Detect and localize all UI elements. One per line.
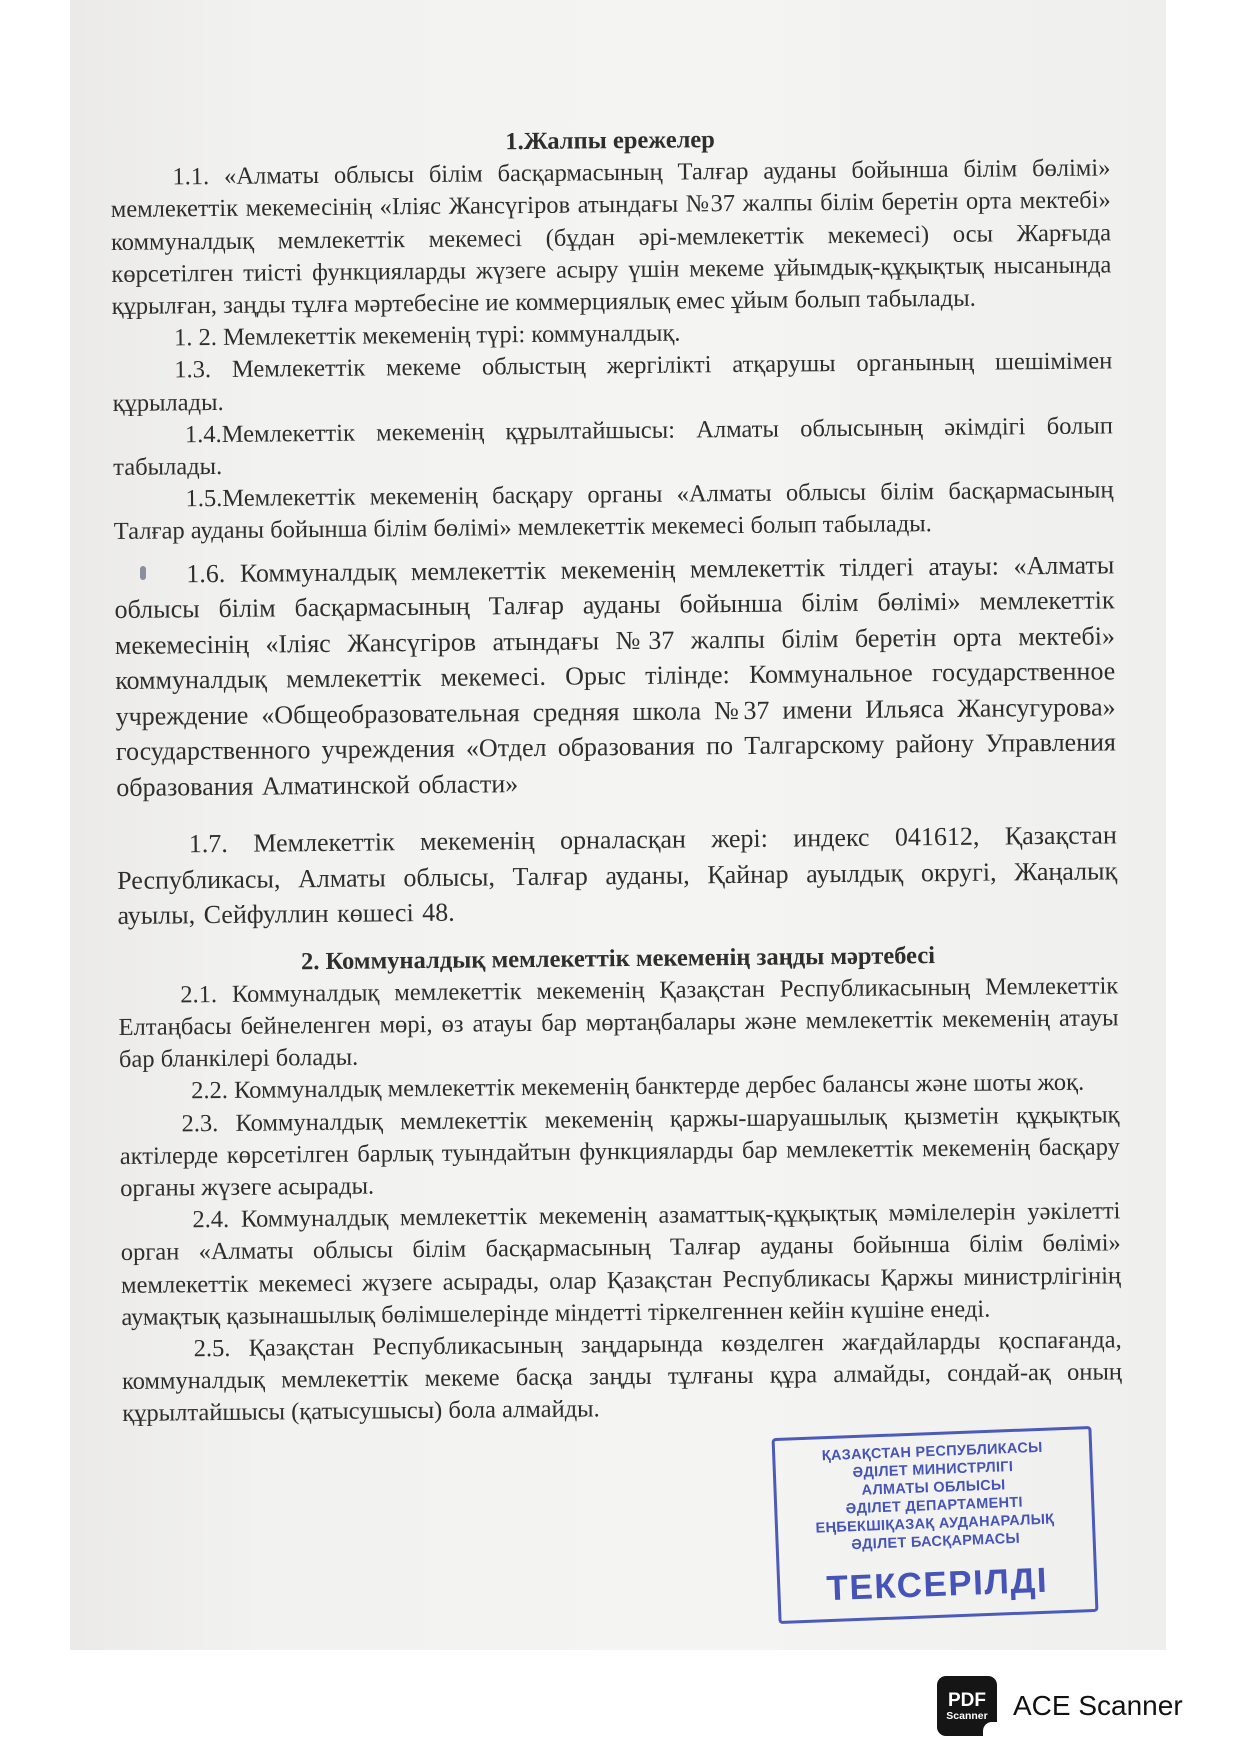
scanner-icon-label: Scanner [946, 1709, 988, 1722]
page-fold-corner [983, 1722, 997, 1736]
pdf-icon-label: PDF [948, 1689, 986, 1711]
paragraph-1-1: 1.1. «Алматы облысы білім басқармасының Талғар ауданы бойынша білім бөлімі» мемлекеттік мекемесінің «Іліяс Жансүгіров атындағы №37 жалпы білім беретін орта мектебі» коммуналдық мемлекеттік мекемесі (бұдан әрі-мемлекеттік мекемесі) осы Жарғыда көрсетілген тиісті функцияларды жүзеге асыру үшін мекеме ұйымдық-құқықтық нысанында құрылған, заңды тұлға мәртебесіне ие коммерциялық емес ұйым болып табылады. [110, 154, 1112, 321]
paragraph-2-3: 2.3. Коммуналдық мемлекеттік мекеменің қаржы-шаруашылық қызметін құқықтық актілерде көрсетілген барлық туындайтын функцияларды бар мемлекеттік мекеменің басқару органы жүзеге асырады. [119, 1101, 1120, 1203]
stamp-line-2: ӘДІЛЕТ МИНИСТРЛІГІ [852, 1458, 1014, 1482]
paragraph-1-4: 1.4.Мемлекеттік мекеменің құрылтайшысы: Алматы облысының әкімдігі болып табылады. [113, 412, 1114, 482]
paragraph-1-3: 1.3. Мемлекеттік мекеме облыстың жергілікті атқарушы органының шешімімен құрылады. [112, 347, 1113, 417]
paragraph-1-5: 1.5.Мемлекеттік мекеменің басқару органы «Алматы облысы білім басқармасының Талғар ауданы бойынша білім бөлімі» мемлекеттік мекемесі болып табылады. [113, 476, 1114, 546]
stamp-line-3: АЛМАТЫ ОБЛЫСЫ [861, 1477, 1006, 1499]
scanned-document-photo [70, 0, 1166, 1650]
paragraph-2-2: 2.2. Коммуналдық мемлекеттік мекеменің банктерде дербес балансы және шоты жоқ. [191, 1069, 1085, 1105]
ace-scanner-badge [937, 1676, 1183, 1736]
stamp-line-5: ЕҢБЕКШІҚАЗАҚ АУДАНАРАЛЫҚ [815, 1511, 1055, 1537]
paragraph-2-4: 2.4. Коммуналдық мемлекеттік мекеменің азаматтық-құқықтық мәмілелерін уәкілетті орган «Алматы облысы білім басқармасының Талғар ауданы бойынша білім бөлімі» мемлекеттік мекемесі жүзеге асырады, олар Қазақстан Республикасы Қаржы министрлігінің аумақтық қазынашылық бөлімшелерінде міндетті тіркелгеннен кейін күшіне енеді. [120, 1197, 1122, 1331]
paragraph-1-6: 1.6. Коммуналдық мемлекеттік мекеменің мемлекеттік тілдегі атауы: «Алматы облысы білім басқармасының Талғар ауданы бойынша білім бөлімі» мемлекеттік мекемесінің «Іліяс Жансүгіров атындағы №37 жалпы білім беретін орта мектебі» коммуналдық мемлекеттік мекемесі. Орыс тілінде: Коммунальное государственное учреждение «Общеобразовательная средняя школа №37 имени Ильяса Жансугурова» государственного учреждения «Отдел образования по Талгарскому району Управления образования Алматинской области» [114, 550, 1117, 802]
stamp-line-1: ҚАЗАҚСТАН РЕСПУБЛИКАСЫ [821, 1439, 1043, 1465]
stamp-line-6: ӘДІЛЕТ БАСҚАРМАСЫ [850, 1530, 1021, 1554]
page-edge-mark [140, 566, 146, 580]
paragraph-2-1: 2.1. Коммуналдық мемлекеттік мекеменің Қазақстан Республикасының Мемлекеттік Елтаңбасы бейнеленген мөрі, өз атауы бар мөртаңбалары және мемлекеттік мекеменің атауы бар бланкілері болады. [118, 972, 1119, 1074]
section-1-heading: 1.Жалпы ережелер [505, 126, 716, 156]
section-2-heading: 2. Коммуналдық мемлекеттік мекеменің заңды мәртебесі [300, 941, 936, 975]
stamp-line-4: ӘДІЛЕТ ДЕПАРТАМЕНТІ [845, 1494, 1024, 1518]
document-page [110, 120, 1122, 1430]
scanner-app-name: ACE Scanner [1013, 1690, 1183, 1721]
pdf-scanner-app-icon [937, 1676, 997, 1736]
verification-stamp [772, 1426, 1099, 1624]
paragraph-1-7: 1.7. Мемлекеттік мекеменің орналасқан жері: индекс 041612, Қазақстан Республикасы, Алматы облысы, Талғар ауданы, Қайнар ауылдық округі, Жаңалық ауылы, Сейфуллин көшесі 48. [117, 820, 1118, 931]
paragraph-2-5: 2.5. Қазақстан Республикасының заңдарында көзделген жағдайларды қоспағанда, коммуналдық мемлекеттік мекеме басқа заңды тұлғаны құра алмайды, сондай-ақ оның құрылтайшысы (қатысушысы) бола алмайды. [121, 1326, 1123, 1428]
paragraph-1-2: 1. 2. Мемлекеттік мекеменің түрі: коммуналдық. [173, 319, 681, 352]
stamp-verified-text: ТЕКСЕРІЛДІ [825, 1560, 1049, 1609]
